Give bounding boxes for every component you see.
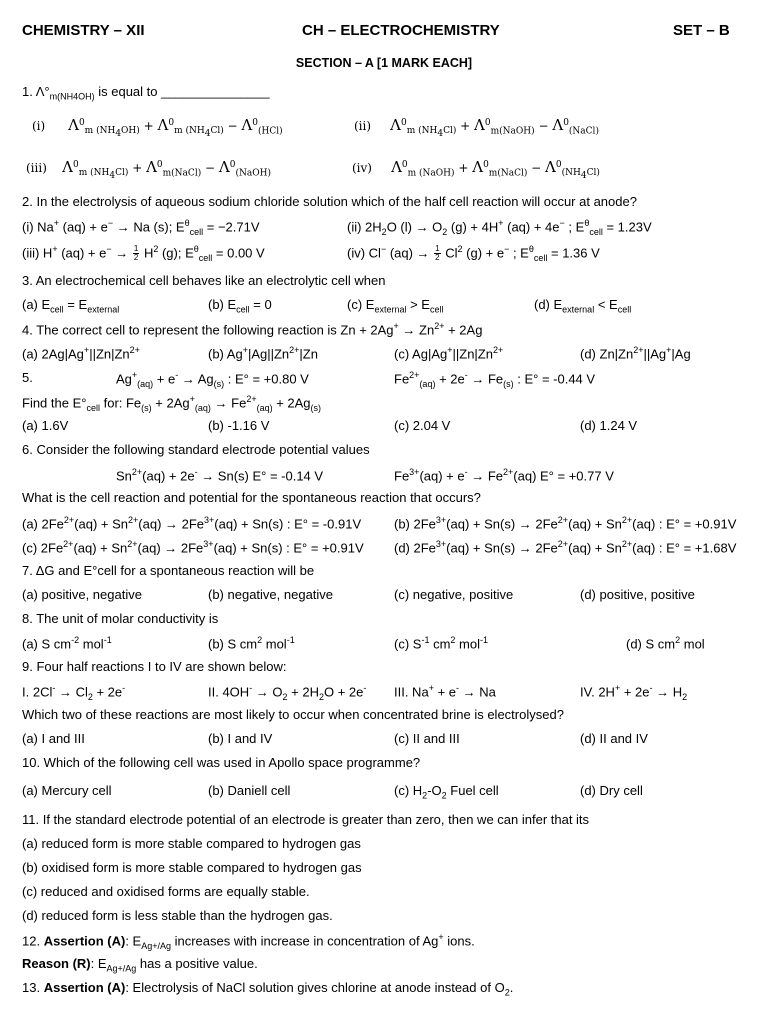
q10-option-b[interactable]: (b) Daniell cell bbox=[208, 783, 291, 798]
q13-number: 13. bbox=[22, 980, 41, 995]
question-12-assertion: 12. Assertion (A): $E_{Ag+/Ag}$ increases with increase in concentration of Ag+ ions. bbox=[22, 932, 475, 951]
q7-option-c[interactable]: (c) negative, positive bbox=[394, 587, 514, 602]
question-9-stem: 9. Four half reactions I to IV are shown below: bbox=[22, 659, 287, 674]
q6-equation-1: $Sn^{2+}(aq) + 2e^- \to Sn(s) E^\circ = -0.14$ V bbox=[116, 467, 324, 484]
question-13-assertion: 13. Assertion (A): Electrolysis of NaCl solution gives chlorine at anode instead of $O_2$. bbox=[22, 980, 514, 998]
q6-question: What is the cell reaction and potential for the spontaneous reaction that occurs? bbox=[22, 490, 481, 505]
set-label: SET – B bbox=[673, 22, 730, 39]
question-1-stem: 1. $\Lambda^\circ_{m(NH4OH)}$ is equal to _______________ bbox=[22, 84, 270, 102]
q3-option-d[interactable]: (d) $E_{external} < E_{cell}$ bbox=[534, 297, 632, 315]
q8-option-a[interactable]: (a) S $cm^{-2}$ mol$^{-1}$ bbox=[22, 635, 112, 652]
q10-option-a[interactable]: (a) Mercury cell bbox=[22, 783, 112, 798]
q4-option-c[interactable]: (c) $Ag|Ag^+||Zn|Zn^{2+}$ bbox=[394, 345, 504, 362]
q6-equation-2: $Fe^{3+}(aq) + e^- \to Fe^{2+}(aq) E^\circ = +0.77$ V bbox=[394, 467, 614, 484]
q5-option-c[interactable]: (c) 2.04 V bbox=[394, 418, 451, 433]
subject-title: CHEMISTRY – XII bbox=[22, 22, 145, 39]
q9-option-c[interactable]: (c) II and III bbox=[394, 731, 460, 746]
q9-reaction-2: II. $4OH^- \to O_2 + 2H_2O + 2e^-$ bbox=[208, 683, 367, 702]
q2-option-ii[interactable]: (ii) $2H_2O$ $(l) \to O_2$ (g) + 4H+ (aq) + 4e− ; $E^\theta_{cell} = 1.23V$ bbox=[347, 218, 652, 237]
q1-option-ii[interactable]: (ii) $\Lambda^0_{m (NH_4Cl)} + \Lambda^0_{m(NaOH)} - \Lambda^0_{(NaCl)}$ bbox=[354, 116, 599, 140]
question-7-stem: 7. ΔG and E°cell for a spontaneous reaction will be bbox=[22, 563, 315, 578]
q9-option-b[interactable]: (b) I and IV bbox=[208, 731, 273, 746]
question-3-stem: 3. An electrochemical cell behaves like an electrolytic cell when bbox=[22, 273, 386, 288]
q6-option-a[interactable]: (a) $2Fe^{2+}(aq) + Sn^{2+}(aq) \to 2Fe^{3+}(aq) + Sn(s)$ : E° = -0.91V bbox=[22, 515, 362, 532]
q1-option-iv[interactable]: (iv) $\Lambda^0_{m (NaOH)} + \Lambda^0_{m(NaCl)} - \Lambda^0_{(NH_4Cl)}$ bbox=[352, 158, 600, 182]
q10-option-d[interactable]: (d) Dry cell bbox=[580, 783, 643, 798]
q13-assertion-label: Assertion (A) bbox=[43, 980, 126, 995]
question-12-reason: Reason (R): $E_{Ag+/Ag}$ has a positive value. bbox=[22, 956, 258, 974]
q2-option-i[interactable]: (i) Na+ (aq) + e− → Na (s); $E^\theta_{cell} = -2.71V$ bbox=[22, 218, 260, 237]
chapter-title: CH – ELECTROCHEMISTRY bbox=[302, 22, 500, 39]
q6-option-c[interactable]: (c) $2Fe^{2+}(aq) + Sn^{2+}(aq) \to 2Fe^{3+}(aq) + Sn(s)$ : E° = +0.91V bbox=[22, 539, 364, 556]
q4-option-b[interactable]: (b) $Ag^+|Ag||Zn^{2+}|Zn$ bbox=[208, 345, 318, 362]
q3-option-a[interactable]: (a) $E_{cell} = E_{external}$ bbox=[22, 297, 120, 315]
q1-option-iii[interactable]: (iii) $\Lambda^0_{m (NH_4Cl)} + \Lambda^0_{m(NaCl)} - \Lambda^0_{(NaOH)}$ bbox=[26, 158, 271, 182]
q9-question: Which two of these reactions are most likely to occur when concentrated brine is electrolysed? bbox=[22, 707, 564, 722]
q9-option-a[interactable]: (a) I and III bbox=[22, 731, 85, 746]
q7-option-d[interactable]: (d) positive, positive bbox=[580, 587, 695, 602]
q11-option-a[interactable]: (a) reduced form is more stable compared to hydrogen gas bbox=[22, 836, 361, 851]
q5-option-d[interactable]: (d) 1.24 V bbox=[580, 418, 638, 433]
question-8-stem: 8. The unit of molar conductivity is bbox=[22, 611, 219, 626]
question-11-stem: 11. If the standard electrode potential of an electrode is greater than zero, then we can infer that its bbox=[22, 812, 590, 827]
q4-option-a[interactable]: (a) $2Ag|Ag^+||Zn|Zn^{2+}$ bbox=[22, 345, 140, 362]
question-6-stem: 6. Consider the following standard electrode potential values bbox=[22, 442, 370, 457]
q7-option-a[interactable]: (a) positive, negative bbox=[22, 587, 142, 602]
q2-option-iv[interactable]: (iv) Cl− (aq) → $\frac{1}{2}$ Cl$^2$ (g) + e− ; $E^\theta_{cell} = 1.36$ V bbox=[347, 244, 600, 263]
q9-option-d[interactable]: (d) II and IV bbox=[580, 731, 648, 746]
q5-option-b[interactable]: (b) -1.16 V bbox=[208, 418, 270, 433]
q9-reaction-3: III. Na+ + e- → Na bbox=[394, 683, 496, 700]
q8-option-c[interactable]: (c) $S^{-1}$ $cm^2$ mol$^{-1}$ bbox=[394, 635, 489, 652]
q11-option-d[interactable]: (d) reduced form is less stable than the hydrogen gas. bbox=[22, 908, 333, 923]
q6-option-d[interactable]: (d) $2Fe^{3+}(aq) + Sn(s) \to 2Fe^{2+}(aq) + Sn^{2+}(aq)$ : E° = +1.68V bbox=[394, 539, 737, 556]
q2-option-iii[interactable]: (iii) H+ (aq) + e− → $\frac{1}{2}$ $H^2$ (g); $E^\theta_{cell} = 0.00$ V bbox=[22, 244, 265, 263]
assertion-label: Assertion (A) bbox=[43, 933, 126, 949]
question-10-stem: 10. Which of the following cell was used in Apollo space programme? bbox=[22, 755, 421, 770]
question-2-stem: 2. In the electrolysis of aqueous sodium chloride solution which of the half cell reaction will occur at anode? bbox=[22, 194, 637, 209]
q11-option-c[interactable]: (c) reduced and oxidised forms are equally stable. bbox=[22, 884, 310, 899]
q7-option-b[interactable]: (b) negative, negative bbox=[208, 587, 334, 602]
q11-option-b[interactable]: (b) oxidised form is more stable compared to hydrogen gas bbox=[22, 860, 362, 875]
q5-equation-2: $Fe^{2+}_{(aq)} + 2e^- \to Fe_{(s)}$ : E° = -0.44 V bbox=[394, 370, 596, 389]
section-heading: SECTION – A [1 MARK EACH] bbox=[295, 56, 473, 70]
q3-option-c[interactable]: (c) $E_{external} > E_{cell}$ bbox=[347, 297, 444, 315]
q3-option-b[interactable]: (b) $E_{cell} = 0$ bbox=[208, 297, 272, 315]
q10-option-c[interactable]: (c) $H_2-O_2$ Fuel cell bbox=[394, 783, 499, 801]
q6-option-b[interactable]: (b) $2Fe^{3+}(aq) + Sn(s) \to 2Fe^{2+}(aq) + Sn^{2+}(aq)$ : E° = +0.91V bbox=[394, 515, 737, 532]
q8-option-d[interactable]: (d) S $cm^2$ mol bbox=[626, 635, 705, 652]
question-4-stem: 4. The correct cell to represent the following reaction is $Zn + 2Ag^+ \to Zn^{2+} + 2Ag$ bbox=[22, 321, 483, 338]
q1-option-i[interactable]: (i) $\Lambda^0_{m (NH_4OH)} + \Lambda^0_{m (NH_4Cl)} - \Lambda^0_{(HCl)}$ bbox=[32, 116, 283, 140]
q5-stem: Find the $E^\circ_{cell}$ for: $Fe_{(s)} + 2Ag^+_{(aq)} \to Fe^{2+}_{(aq)} + 2Ag_{(s)}$ bbox=[22, 394, 322, 413]
q9-reaction-4: IV. $2H^+ + 2e^- \to H_2$ bbox=[580, 683, 688, 702]
q4-option-d[interactable]: (d) $Zn|Zn^{2+}||Ag^+|Ag$ bbox=[580, 345, 691, 362]
q8-option-b[interactable]: (b) S $cm^2$ mol$^{-1}$ bbox=[208, 635, 295, 652]
q9-reaction-1: I. $2Cl^- \to Cl_2 + 2e^-$ bbox=[22, 683, 126, 702]
reason-label: Reason (R) bbox=[22, 956, 91, 971]
q5-option-a[interactable]: (a) 1.6V bbox=[22, 418, 69, 433]
question-5-number: 5. bbox=[22, 370, 33, 385]
q5-equation-1: $Ag^+_{(aq)} + e^- \to Ag_{(s)}$ : E° = +0.80 V bbox=[116, 370, 309, 389]
